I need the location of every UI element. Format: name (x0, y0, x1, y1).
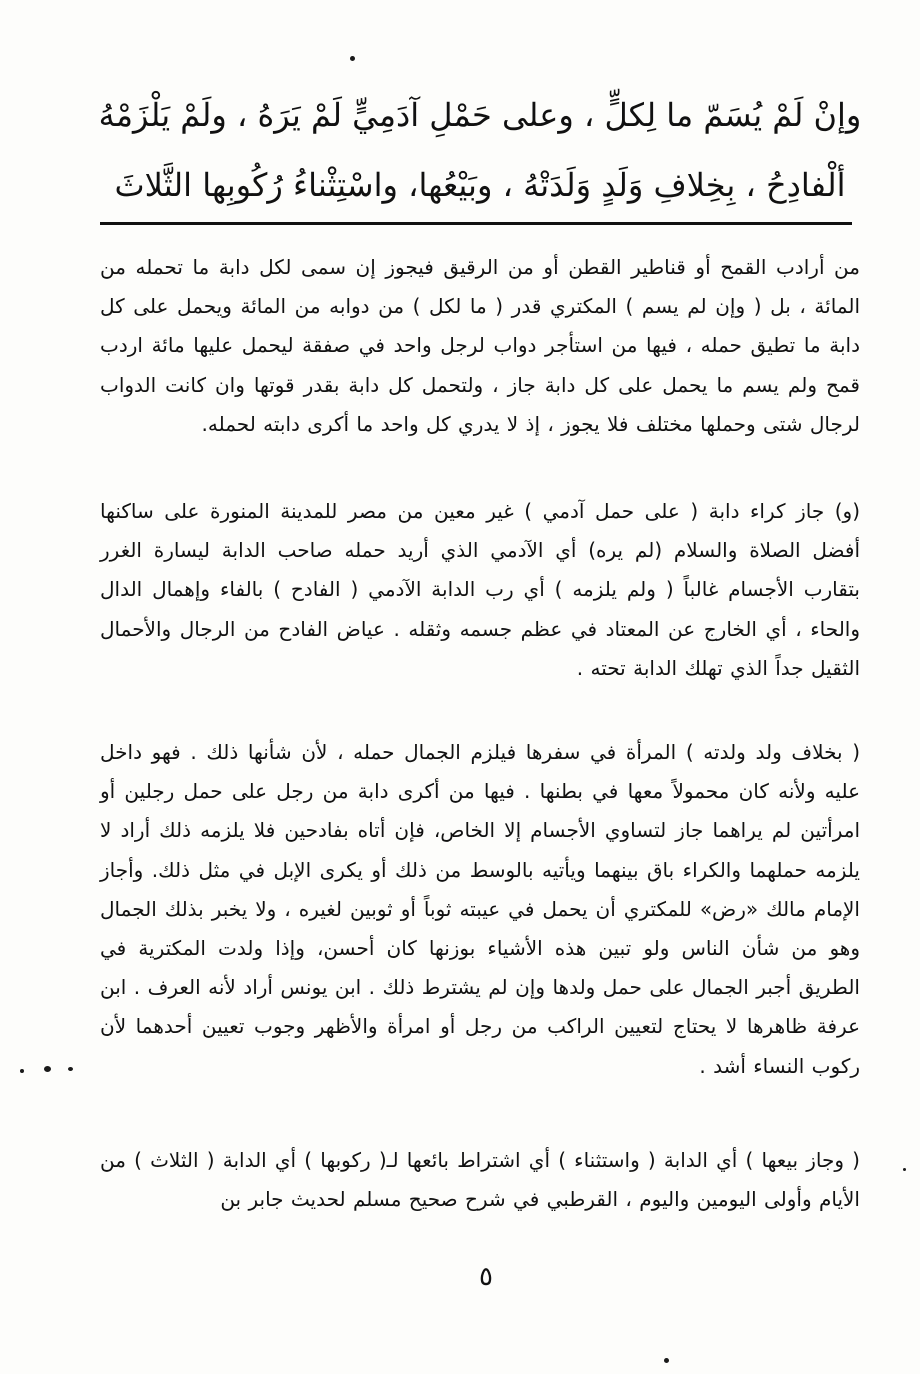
commentary-paragraph-1: من أرادب القمح أو قناطير القطن أو من الرقيق فيجوز إن سمى لكل دابة ما تحمله من المائة ، بل ( وإن لم يسم ) المكتري قدر ( ما لكل ) من دوابه من المائة ويحمل على كل دابة ما تطيق حمله ، فيها من استأجر دواب لرجل واحد في صفقة ليحمل عليها مائة اردب قمح ولم يسم ما يحمل على كل دابة جاز ، ولتحمل كل دابة بقدر قوتها وان كانت الدواب لرجال شتى وحملها مختلف فلا يجوز ، إذ لا يدري كل واحد ما أكرى دابته لحمله. (100, 255, 860, 436)
scan-speck (903, 1168, 906, 1171)
scan-speck (20, 1069, 24, 1073)
commentary-paragraph-3: ( بخلاف ولد ولدته ) المرأة في سفرها فيلزم الجمال حمله ، لأن شأنها ذلك . فهو داخل عليه ولأنه كان محمولاً معها في بطنها . فيها من أكرى دابة من رجل على حمل رجلين أو امرأتين لم يراهما جاز لتساوي الأجسام إلا الخاص، فإن أتاه بفادحين فلا يلزمه ذلك أراد لا يلزمه حملهما والكراء باق بينهما ويأتيه بالوسط من ذلك أو يكرى الإبل في مثل ذلك. وأجاز الإمام مالك «رض» للمكتري أن يحمل في عيبته ثوباً أو ثوبين لغيره ، ولا يخبر بذلك الجمال وهو من شأن الناس ولو تبين هذه الأشياء بوزنها كان أحسن، وإذا ولدت المكترية في الطريق أجبر الجمال على حمل ولدها وإن لم يشترط ذلك . ابن يونس أراد لأنه العرف . ابن عرفة ظاهرها لا يحتاج لتعيين الراكب من رجل أو امرأة والأظهر وجوب تعيين أحدهما لأن ركوب النساء أشد . (100, 740, 860, 1078)
scan-speck (350, 56, 355, 61)
matn-line-1: وإنْ لَمْ يُسَمّ ما لِكلٍّ ، وعلى حَمْلِ آدَمِيٍّ لَمْ يَرَهُ ، ولَمْ يَلْزَمْهُ (98, 96, 862, 134)
page-number: ٥ (479, 1262, 493, 1292)
scan-speck (664, 1358, 669, 1363)
scan-speck (44, 1066, 51, 1072)
commentary-paragraph-4: ( وجاز بيعها ) أي الدابة ( واستثناء ) أي اشتراط بائعها لـ( ركوبها ) أي الدابة ( الثلاث ) من الأيام وأولى اليومين واليوم ، القرطبي في شرح صحيح مسلم لحديث جابر بن (100, 1148, 860, 1212)
scan-speck (68, 1067, 73, 1071)
commentary-paragraph-2: (و) جاز كراء دابة ( على حمل آدمي ) غير معين من مصر للمدينة المنورة على ساكنها أفضل الصلاة والسلام (لم يره) أي الآدمي الذي أريد حمله صاحب الدابة ليسارة الغرر بتقارب الأجسام غالباً ( ولم يلزمه ) أي رب الدابة الآدمي ( الفادح ) بالفاء وإهمال الدال والحاء ، أي الخارج عن المعتاد في عظم جسمه وثقله . عياض الفادح من الرجال والأحمال الثقيل جداً الذي تهلك الدابة تحته . (100, 499, 860, 680)
matn-line-2: ألْفادِحُ ، بِخِلافِ وَلَدٍ وَلَدَتْهُ ، وبَيْعُها، واسْتِثْناءُ رُكُوبِها الثَّلاثَ (114, 166, 846, 204)
separator-rule (100, 222, 852, 225)
